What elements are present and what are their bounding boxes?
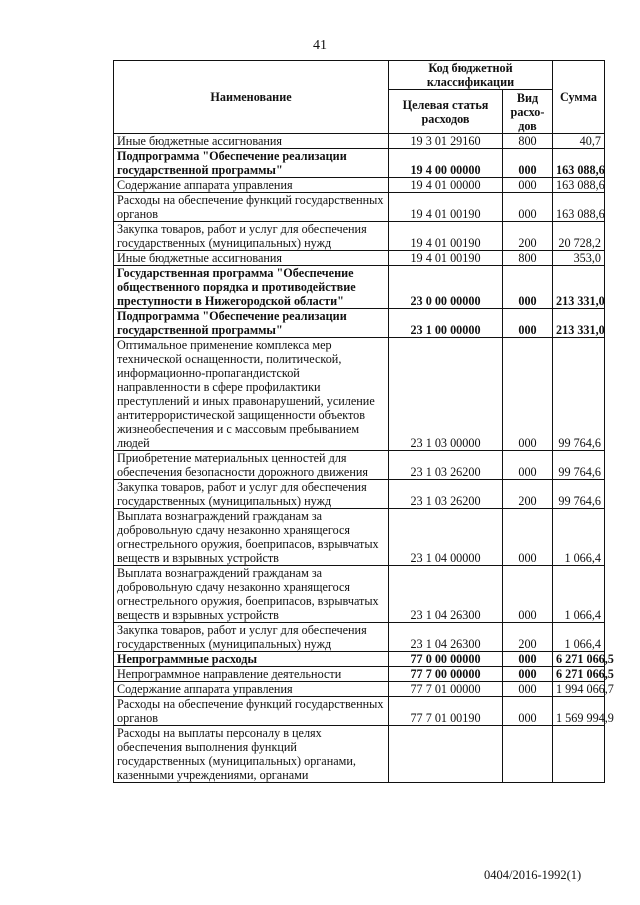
- row-kind: 200: [503, 222, 553, 251]
- row-article: 77 7 01 00000: [389, 682, 503, 697]
- table-row: [114, 623, 605, 652]
- row-kind: 000: [503, 266, 553, 309]
- row-kind: 800: [503, 134, 553, 149]
- row-article: 77 7 01 00190: [389, 697, 503, 726]
- row-name: Расходы на выплаты персоналу в целях обеспечения выполнения функций государственных (муниципальных) органами, казенными учреждениями, органами: [114, 726, 389, 783]
- row-kind: 000: [503, 309, 553, 338]
- row-kind: 000: [503, 193, 553, 222]
- row-article: 23 1 03 26200: [389, 451, 503, 480]
- row-name: Закупка товаров, работ и услуг для обеспечения государственных (муниципальных) нужд: [114, 480, 389, 509]
- row-article: [389, 726, 503, 783]
- row-kind: 000: [503, 566, 553, 623]
- row-sum: 6 271 066,5: [553, 652, 605, 667]
- row-name: Закупка товаров, работ и услуг для обеспечения государственных (муниципальных) нужд: [114, 623, 389, 652]
- row-kind: 000: [503, 149, 553, 178]
- table-row: [114, 338, 605, 451]
- row-kind: 000: [503, 697, 553, 726]
- row-name: Содержание аппарата управления: [114, 682, 389, 697]
- row-sum: 99 764,6: [553, 480, 605, 509]
- row-name: Иные бюджетные ассигнования: [114, 251, 389, 266]
- row-article: 23 1 04 26300: [389, 623, 503, 652]
- table-row: [114, 451, 605, 480]
- header-name: Наименование: [114, 61, 389, 134]
- row-article: 23 1 03 00000: [389, 338, 503, 451]
- table-header: [114, 61, 605, 134]
- row-sum: [553, 726, 605, 783]
- table-row: [114, 697, 605, 726]
- table-row: [114, 480, 605, 509]
- row-kind: 000: [503, 178, 553, 193]
- row-article: 23 1 00 00000: [389, 309, 503, 338]
- row-kind: 000: [503, 667, 553, 682]
- header-kind: Вид расхо-дов: [503, 90, 553, 134]
- header-code-group: Код бюджетной классификации: [389, 61, 553, 90]
- row-sum: 1 066,4: [553, 623, 605, 652]
- row-kind: 000: [503, 682, 553, 697]
- table-row: [114, 149, 605, 178]
- budget-table: [113, 60, 614, 783]
- row-article: 23 1 04 26300: [389, 566, 503, 623]
- row-sum: 213 331,0: [553, 309, 605, 338]
- row-name: Расходы на обеспечение функций государственных органов: [114, 193, 389, 222]
- row-sum: 99 764,6: [553, 338, 605, 451]
- table-row: [114, 222, 605, 251]
- row-name: Непрограммное направление деятельности: [114, 667, 389, 682]
- row-article: 19 4 01 00190: [389, 222, 503, 251]
- row-name: Оптимальное применение комплекса мер технической оснащенности, политической, информационно-пропагандистской направленности в сфере профилактики преступлений и иных правонарушений, усиление антитеррористической защищенности объектов жизнеобеспечения и с массовым пребыванием людей: [114, 338, 389, 451]
- row-article: 19 4 00 00000: [389, 149, 503, 178]
- header-sum: Сумма: [553, 61, 605, 134]
- header-article: Целевая статья расходов: [389, 90, 503, 134]
- row-kind: 000: [503, 338, 553, 451]
- row-article: 77 7 00 00000: [389, 667, 503, 682]
- row-name: Государственная программа "Обеспечение общественного порядка и противодействие преступности в Нижегородской области": [114, 266, 389, 309]
- table-row: [114, 509, 605, 566]
- row-name: Непрограммные расходы: [114, 652, 389, 667]
- row-sum: 1 569 994,9: [553, 697, 605, 726]
- row-name: Выплата вознаграждений гражданам за добровольную сдачу незаконно хранящегося огнестрельного оружия, боеприпасов, взрывчатых веществ и взрывных устройств: [114, 566, 389, 623]
- row-kind: 800: [503, 251, 553, 266]
- row-sum: 99 764,6: [553, 451, 605, 480]
- row-name: Иные бюджетные ассигнования: [114, 134, 389, 149]
- row-kind: 200: [503, 480, 553, 509]
- row-article: 19 4 01 00190: [389, 251, 503, 266]
- row-sum: 163 088,6: [553, 178, 605, 193]
- row-sum: 213 331,0: [553, 266, 605, 309]
- row-name: Подпрограмма "Обеспечение реализации государственной программы": [114, 149, 389, 178]
- table-row: [114, 134, 605, 149]
- row-sum: 353,0: [553, 251, 605, 266]
- row-name: Подпрограмма "Обеспечение реализации государственной программы": [114, 309, 389, 338]
- table-body: [114, 134, 614, 783]
- table-row: [114, 309, 605, 338]
- row-article: 19 4 01 00000: [389, 178, 503, 193]
- table-row: [114, 251, 605, 266]
- table-row: [114, 178, 605, 193]
- table-row: [114, 266, 605, 309]
- row-name: Выплата вознаграждений гражданам за добровольную сдачу незаконно хранящегося огнестрельного оружия, боеприпасов, взрывчатых веществ и взрывных устройств: [114, 509, 389, 566]
- row-sum: 163 088,6: [553, 149, 605, 178]
- row-name: Закупка товаров, работ и услуг для обеспечения государственных (муниципальных) нужд: [114, 222, 389, 251]
- row-kind: 000: [503, 509, 553, 566]
- table-row: [114, 566, 605, 623]
- row-name: Содержание аппарата управления: [114, 178, 389, 193]
- table-row: [114, 682, 605, 697]
- row-kind: 200: [503, 623, 553, 652]
- document-code: 0404/2016-1992(1): [484, 868, 582, 882]
- row-article: 19 4 01 00190: [389, 193, 503, 222]
- row-sum: 6 271 066,5: [553, 667, 605, 682]
- table-row: [114, 652, 605, 667]
- table-row: [114, 726, 605, 783]
- row-sum: 1 066,4: [553, 566, 605, 623]
- page-number: 41: [313, 38, 327, 53]
- row-article: 77 0 00 00000: [389, 652, 503, 667]
- row-sum: 40,7: [553, 134, 605, 149]
- row-sum: 1 066,4: [553, 509, 605, 566]
- row-kind: 000: [503, 652, 553, 667]
- row-sum: 1 994 066,7: [553, 682, 605, 697]
- row-sum: 20 728,2: [553, 222, 605, 251]
- row-name: Приобретение материальных ценностей для обеспечения безопасности дорожного движения: [114, 451, 389, 480]
- row-kind: 000: [503, 451, 553, 480]
- row-name: Расходы на обеспечение функций государственных органов: [114, 697, 389, 726]
- row-article: 23 1 04 00000: [389, 509, 503, 566]
- table-row: [114, 193, 605, 222]
- row-article: 23 0 00 00000: [389, 266, 503, 309]
- row-sum: 163 088,6: [553, 193, 605, 222]
- table-row: [114, 667, 605, 682]
- row-kind: [503, 726, 553, 783]
- row-article: 23 1 03 26200: [389, 480, 503, 509]
- row-article: 19 3 01 29160: [389, 134, 503, 149]
